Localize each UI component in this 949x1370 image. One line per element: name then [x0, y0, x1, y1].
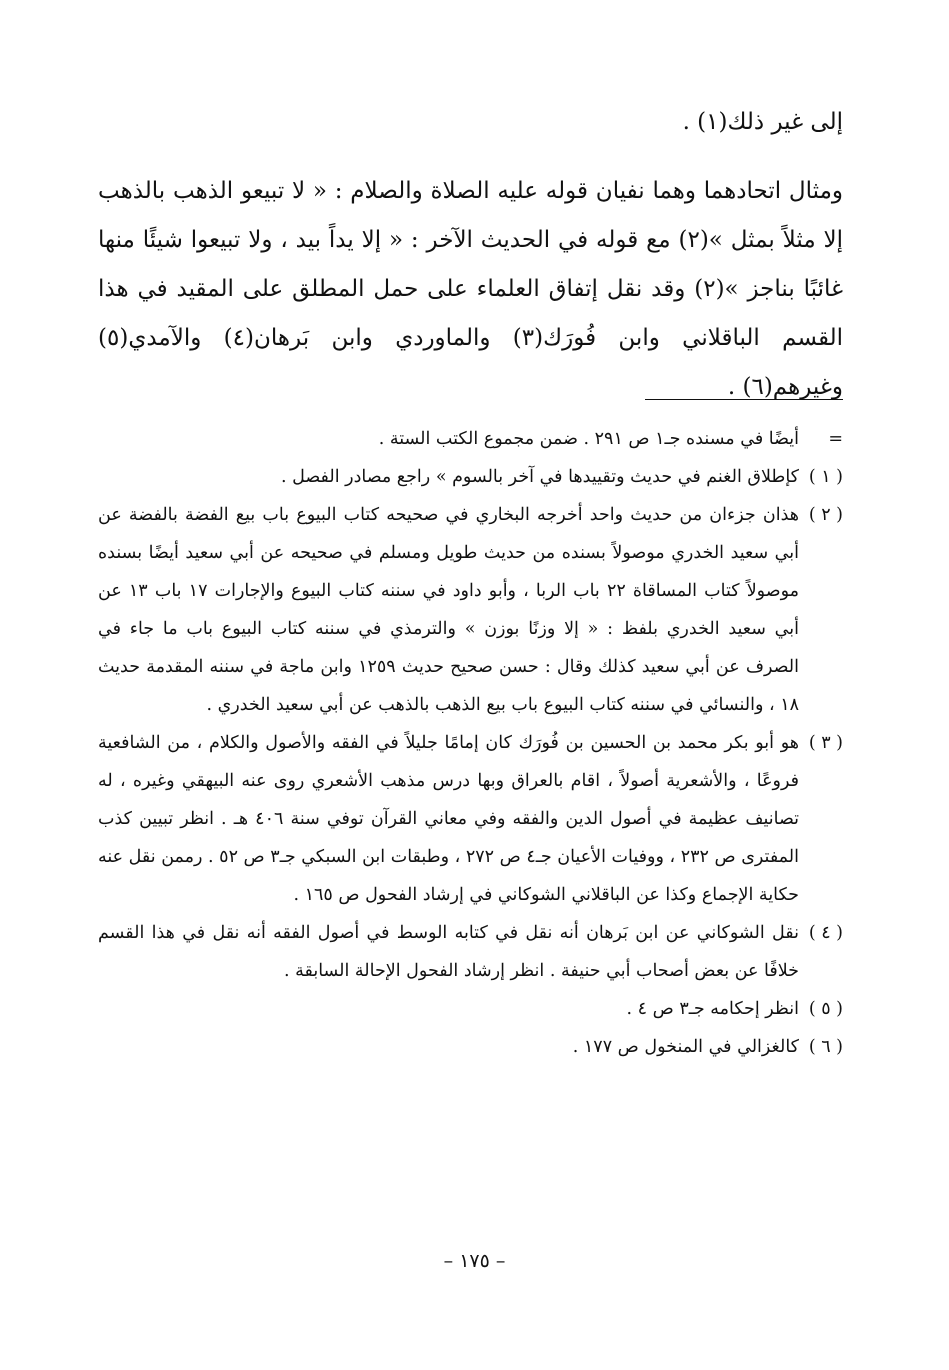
footnote-text: انظر إحكامه جـ٣ ص ٤ . [626, 999, 799, 1019]
footnote-text: كإطلاق الغنم في حديث وتقييدها في آخر بالسوم » راجع مصادر الفصل . [280, 467, 799, 487]
footnote-separator [645, 399, 843, 400]
footnote-6 [98, 1028, 843, 1066]
footnote-marker: = [828, 429, 843, 449]
main-paragraph-1: إلى غير ذلك(١) . [682, 109, 843, 135]
footnote-1 [98, 458, 843, 496]
footnote-3 [98, 724, 843, 914]
page-number: – ١٧٥ – [443, 1250, 506, 1272]
footnote-4 [98, 914, 843, 990]
footnote-number: ( ٦ ) [808, 1037, 843, 1057]
footnote-continuation [98, 420, 843, 458]
footnote-number: ( ٢ ) [808, 505, 843, 525]
main-paragraph-2: ومثال اتحادهما وهما نفيان قوله عليه الصلاة والصلام : « لا تبيعو الذهب بالذهب إلا مثلاً بمثل »(٢) مع قوله في الحديث الآخر : « إلا يداً بيد ، ولا تبيعوا شيئًا منها غائبًا بناجز »(٢) وقد نقل إتفاق العلماء على حمل المطلق على المقيد في هذا القسم الباقلاني وابن فُورَك(٣) والماوردي وابن بَرهان(٤) والآمدي(٥) وغيرهم(٦) . [98, 178, 844, 400]
footnote-text: كالغزالي في المنخول ص ١٧٧ . [572, 1037, 799, 1057]
footnote-number: ( ٣ ) [808, 733, 843, 753]
footnote-text: هذان جزءان من حديث واحد أخرجه البخاري في صحيحه كتاب البيوع باب بيع الفضة بالفضة عن أبي سعيد الخدري موصولاً بسنده من حديث طويل ومسلم في صحيحه عن أبي سعيد أيضًا بسنده موصولاً كتاب المساقاة ٢٢ باب الربا ، وأبو داود في سننه كتاب البيوع والإجارات ١٧ باب ١٣ عن أبي سعيد الخدري بلفظ : « إلا وزنًا بوزن » والترمذي في سننه كتاب البيوع باب ما جاء في الصرف عن أبي سعيد كذلك وقال : حسن صحيح حديث ١٢٥٩ وابن ماجة في سننه المقدمة حديث ١٨ ، والنسائي في سننه كتاب البيوع باب بيع الذهب بالذهب عن أبي سعيد الخدري . [98, 505, 799, 715]
main-text [98, 98, 843, 412]
footnote-5 [98, 990, 843, 1028]
footnote-2 [98, 496, 843, 724]
footnote-text: أيضًا في مسنده جـ١ ص ٢٩١ . ضمن مجموع الكتب الستة . [378, 429, 799, 449]
footnote-text: هو أبو بكر محمد بن الحسين بن فُورَك كان إمامًا جليلاً في الفقه والأصول والكلام ، من الشافعية فروعًا ، والأشعرية أصولاً ، اقام بالعراق وبها درس مذهب الأشعري روى عنه البيهقي وغيره ، له تصانيف عظيمة في أصول الدين والفقه وفي معاني القرآن توفي سنة ٤٠٦ هـ . انظر تبيين كذب المفترى ص ٢٣٢ ، ووفيات الأعيان جـ٤ ص ٢٧٢ ، وطبقات ابن السبكي جـ٣ ص ٥٢ . رممن نقل عنه حكاية الإجماع وكذا عن الباقلاني الشوكاني في إرشاد الفحول ص ١٦٥ . [98, 733, 799, 905]
footnotes [98, 420, 843, 1066]
footnote-number: ( ١ ) [808, 467, 843, 487]
footnote-number: ( ٤ ) [808, 923, 843, 943]
footnote-text: نقل الشوكاني عن ابن بَرهان أنه نقل في كتابه الوسط في أصول الفقه أنه نقل في هذا القسم خلافًا عن بعض أصحاب أبي حنيفة . انظر إرشاد الفحول الإحالة السابقة . [98, 923, 799, 981]
footnote-number: ( ٥ ) [808, 999, 843, 1019]
